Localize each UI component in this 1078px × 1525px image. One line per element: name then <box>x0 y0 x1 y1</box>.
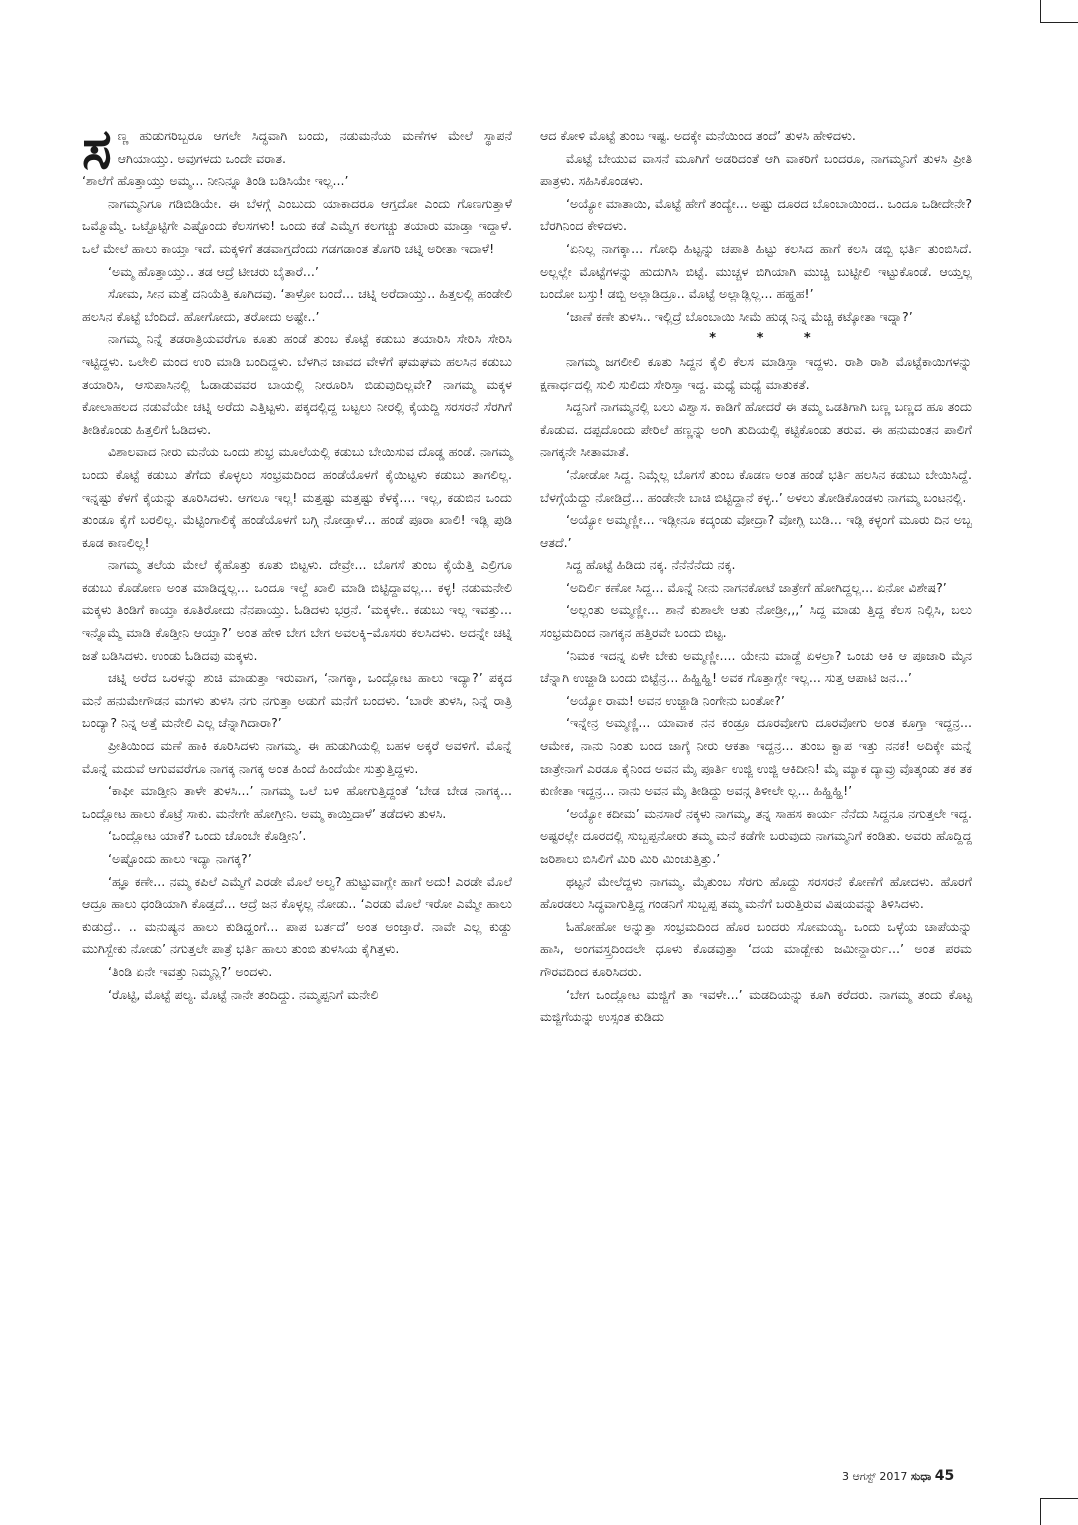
paragraph: ‘ಕಾಫೀ ಮಾಡ್ತೀನಿ ತಾಳೇ ತುಳಸಿ...’ ನಾಗಮ್ಮ ಒಲೆ ಬಳಿ ಹೋಗುತ್ತಿದ್ದಂತೆ ‘ಬೇಡ ಬೇಡ ನಾಗಕ್ಕ... ಒಂದ್ಲೋಟ ಹಾಲು ಕೊಟ್ರೆ ಸಾಕು. ಮನೇಗೇ ಹೋಗ್ತೀನಿ. ಅಮ್ಮ ಕಾಯ್ತಿದಾಳೆ’ ತಡೆದಳು ತುಳಸಿ. <box>82 783 512 821</box>
paragraph: ‘ಅಯ್ಯೋ ರಾಮ! ಅವನ ಉಜ್ಜಾಡಿ ನಿಂಗೇನು ಬಂತೋ?’ <box>566 692 785 708</box>
paragraph: ‘ನೋಡೋ ಸಿದ್ದ. ನಿಮ್ಗೆಲ್ಲ ಬೊಗಸೆ ತುಂಬ ಕೊಡಣ ಅಂತ ಹಂಡೆ ಭರ್ತಿ ಹಲಸಿನ ಕಡುಬು ಬೇಯಿಸಿದ್ದೆ. ಬೆಳಗ್ಗೆಯೆದ್ದು ನೋಡಿದ್ರೆ... ಹಂಡೇನೇ ಬಾಚಿ ಬಿಟ್ಟಿದ್ದಾನೆ ಕಳ್ಳ..’ ಅಳಲು ತೋಡಿಕೊಂಡಳು ನಾಗಮ್ಮ ಬಂಟನಲ್ಲಿ. <box>540 466 972 505</box>
paragraph: ಸಿದ್ದ ಹೊಟ್ಟೆ ಹಿಡಿದು ನಕ್ಕ. ನೆನೆನೆನೆದು ನಕ್ಕ. <box>566 557 736 573</box>
magazine-name: ಸುಧಾ <box>910 1470 932 1483</box>
paragraph: ‘ಹ್ಞೂ ಕಣೇ... ನಮ್ಮ ಕಪಿಲೆ ಎಮ್ಮೆಗೆ ಎರಡೇ ಮೊಲೆ ಅಲ್ವ? ಹುಟ್ಟುವಾಗ್ಲೇ ಹಾಗೆ ಅದು! ಎರಡೇ ಮೊಲೆ ಆದ್ರೂ ಹಾಲು ಧಂಡಿಯಾಗಿ ಕೊಡ್ತದೆ... ಆದ್ರೆ ಜನ ಕೊಳ್ಳಲ್ಲ ನೋಡು.. ‘ಎರಡು ಮೊಲೆ ಇರೋ ಎಮ್ಮೇ ಹಾಲು ಕುಡುದ್ರೆ.. .. ಮನುಷ್ಯನ ಹಾಲು ಕುಡಿದ್ಹಂಗೆ... ಪಾಪ ಬರ್ತದೆ’ ಅಂತ ಅಂಜ್ತಾರೆ. ನಾವೇ ಎಲ್ಲ ಕುಡ್ದು ಮುಗಿಸ್ಬೇಕು ನೋಡು’ ನಗುತ್ತಲೇ ಪಾತ್ರೆ ಭರ್ತಿ ಹಾಲು ತುಂಬಿ ತುಳಸಿಯ ಕೈಗಿತ್ತಳು. <box>82 873 512 957</box>
paragraph: ‘ಅಯ್ಯೋ ಮಾತಾಯಿ, ಮೊಟ್ಟೆ ಹೇಗೆ ತಂದ್ಯೇ... ಅಷ್ಟು ದೂರದ ಬೊಂಬಾಯಿಂದ.. ಒಂದೂ ಒಡೀದೇನೇ? ಬೆರಗಿನಿಂದ ಕೇಳಿದಳು. <box>540 195 972 234</box>
paragraph: ಪ್ರೀತಿಯಿಂದ ಮಣೆ ಹಾಕಿ ಕೂರಿಸಿದಳು ನಾಗಮ್ಮ. ಈ ಹುಡುಗಿಯಲ್ಲಿ ಬಹಳ ಅಕ್ಕರೆ ಅವಳಿಗೆ. ಮೊನ್ನೆ ಮೊನ್ನೆ ಮದುವೆ ಆಗುವವರೆಗೂ ನಾಗಕ್ಕ ನಾಗಕ್ಕ ಅಂತ ಹಿಂದೆ ಹಿಂದೆಯೇ ಸುತ್ತುತ್ತಿದ್ದಳು. <box>82 738 512 776</box>
paragraph: ಸಿದ್ದನಿಗೆ ನಾಗಮ್ಮನಲ್ಲಿ ಬಲು ವಿಶ್ವಾಸ. ಕಾಡಿಗೆ ಹೋದರೆ ಈ ತಮ್ಮ ಒಡತಿಗಾಗಿ ಬಣ್ಣ ಬಣ್ಣದ ಹೂ ತಂದು ಕೊಡುವ. ದಪ್ಪದೊಂದು ಪೇರಿಲೆ ಹಣ್ಣನ್ನು ಅಂಗಿ ತುದಿಯಲ್ಲಿ ಕಟ್ಟಿಕೊಂಡು ತರುವ. ಈ ಹನುಮಂತನ ಪಾಲಿಗೆ ನಾಗಕ್ಕನೇ ಸೀತಾಮಾತೆ. <box>540 399 972 460</box>
paragraph: ‘ಏನಿಲ್ಲ ನಾಗಕ್ಕಾ... ಗೋಧಿ ಹಿಟ್ಟನ್ನು ಚಪಾತಿ ಹಿಟ್ಟು ಕಲಸಿದ ಹಾಗೆ ಕಲಸಿ ಡಬ್ಬಿ ಭರ್ತಿ ತುಂಬಿಸಿದೆ. ಅಲ್ಲಲ್ಲೇ ಮೊಟ್ಟೆಗಳನ್ನು ಹುದುಗಿಸಿ ಬಿಟ್ಟೆ. ಮುಚ್ಚಳ ಬಿಗಿಯಾಗಿ ಮುಚ್ಚಿ ಬುಟ್ಟೀಲಿ ಇಟ್ಟುಕೊಂಡೆ. ಆಯ್ತಲ್ಲ ಬಂದೋ ಬಸ್ತು! ಡಬ್ಬಿ ಅಲ್ಲಾಡಿದ್ರೂ.. ಮೊಟ್ಟೆ ಅಲ್ಲಾಡ್ಲಿಲ್ಲ... ಹಹ್ಹಹ!’ <box>540 240 972 302</box>
issue-date: 3 ಆಗಸ್ಟ್ 2017 <box>842 1470 908 1483</box>
crop-mark-top-right-h <box>1040 22 1078 23</box>
paragraph: ಸೋಮ, ಸೀನ ಮತ್ತೆ ದನಿಯೆತ್ತಿ ಕೂಗಿದವು. ‘ತಾಳ್ರೋ ಬಂದೆ... ಚಟ್ನಿ ಅರೆದಾಯ್ತು.. ಹಿತ್ತಲಲ್ಲಿ ಹಂಡೇಲಿ ಹಲಸಿನ ಕೊಟ್ಟೆ ಬೆಂದಿದೆ. ಹೋಗೋದು, ತರೋದು ಅಷ್ಟೇ..’ <box>82 286 512 324</box>
paragraph: ‘ಬೇಗ ಒಂದ್ಲೋಟ ಮಜ್ಜಿಗೆ ತಾ ಇವಳೇ...’ ಮಡದಿಯನ್ನು ಕೂಗಿ ಕರೆದರು. ನಾಗಮ್ಮ ತಂದು ಕೊಟ್ಟ ಮಜ್ಜಿಗೆಯನ್ನು ಉಸ್ಸಂತ ಕುಡಿದು <box>540 986 972 1025</box>
crop-mark-bottom-right-h <box>1040 1498 1078 1499</box>
paragraph: ನಾಗಮ್ಮ ತಲೆಯ ಮೇಲೆ ಕೈಹೊತ್ತು ಕೂತು ಬಿಟ್ಟಳು. ದೇವ್ರೇ... ಬೊಗಸೆ ತುಂಬ ಕೈಯೆತ್ತಿ ಎಲ್ರಿಗೂ ಕಡುಬು ಕೊಡೋಣ ಅಂತ ಮಾಡಿದ್ನಲ್ಲ... ಒಂದೂ ಇಲ್ದೆ ಖಾಲಿ ಮಾಡಿ ಬಿಟ್ಟಿದ್ದಾವಲ್ಲ... ಕಳ್ಳ! ನಡುಮನೇಲಿ ಮಕ್ಕಳು ತಿಂಡಿಗೆ ಕಾಯ್ತಾ ಕೂತಿರೋದು ನೆನಪಾಯ್ತು. ಓಡಿದಳು ಭರ್ರನೆ. ‘ಮಕ್ಕಳೇ.. ಕಡುಬು ಇಲ್ಲ ಇವತ್ತು... ಇನ್ನೊಮ್ಮೆ ಮಾಡಿ ಕೊಡ್ತೀನಿ ಆಯ್ತಾ?’ ಅಂತ ಹೇಳಿ ಬೇಗ ಬೇಗ ಅವಲಕ್ಕಿ–ಮೊಸರು ಕಲಸಿದಳು. ಅದನ್ನೇ ಚಟ್ನಿ ಜತೆ ಬಡಿಸಿದಳು. ಉಂಡು ಓಡಿದವು ಮಕ್ಕಳು. <box>82 557 512 663</box>
page-number: 45 <box>934 1468 955 1484</box>
paragraph: ‘ಅಯ್ಯೋ ಅಮ್ಮಣ್ಣೀ... ಇಡ್ಲೀನೂ ಕದ್ಕಂಡು ವೋದ್ರಾ? ವೋಗ್ಲಿ ಬುಡಿ... ಇಡ್ಲಿ ಕಳ್ಳಂಗೆ ಮೂರು ದಿನ ಅಬ್ಬ ಆತದೆ.’ <box>540 512 972 550</box>
paragraph: ಥಟ್ಟನೆ ಮೇಲೆದ್ದಳು ನಾಗಮ್ಮ. ಮೈತುಂಬ ಸೆರಗು ಹೊದ್ದು ಸರಸರನೆ ಕೋಣೆಗೆ ಹೋದಳು. ಹೊರಗೆ ಹೊರಡಲು ಸಿದ್ಧವಾಗುತ್ತಿದ್ದ ಗಂಡನಿಗೆ ಸುಬ್ಬಪ್ಪ ತಮ್ಮ ಮನೆಗೆ ಬರುತ್ತಿರುವ ವಿಷಯವನ್ನು ತಿಳಿಸಿದಳು. <box>540 873 972 912</box>
right-column <box>540 125 972 1029</box>
paragraph: ‘ಜಾಣೆ ಕಣೇ ತುಳಸಿ.. ಇಲ್ಲಿದ್ರೆ ಬೊಂಬಾಯಿ ಸೀಮೆ ಹುಡ್ಗ ನಿನ್ನ ಮೆಚ್ಚಿ ಕಟ್ಕೋತಾ ಇದ್ನಾ?’ <box>566 308 913 324</box>
drop-cap: ಸ <box>82 116 112 182</box>
paragraph: ‘ಒಂದ್ಲೋಟ ಯಾಕೆ? ಒಂದು ಚೊಂಬೇ ಕೊಡ್ತೀನಿ’. <box>108 828 307 844</box>
paragraph: ಓಹೋಹೋ ಅನ್ನುತ್ತಾ ಸಂಭ್ರಮದಿಂದ ಹೊರ ಬಂದರು ಸೋಮಯ್ಯ. ಒಂದು ಒಳ್ಳೆಯ ಚಾಪೆಯನ್ನು ಹಾಸಿ, ಅಂಗವಸ್ತ್ರದಿಂದಲೇ ಧೂಳು ಕೊಡವುತ್ತಾ ‘ದಯ ಮಾಡ್ಬೇಕು ಜಮೀನ್ದಾರ್ರು...’ ಅಂತ ಪರಮ ಗೌರವದಿಂದ ಕೂರಿಸಿದರು. <box>540 918 972 979</box>
paragraph: ಚಟ್ನಿ ಅರೆದ ಒರಳನ್ನು ಶುಚಿ ಮಾಡುತ್ತಾ ಇರುವಾಗ, ‘ನಾಗಕ್ಕಾ, ಒಂದ್ಲೋಟ ಹಾಲು ಇದ್ಯಾ?’ ಪಕ್ಕದ ಮನೆ ಹನುಮೇಗೌಡನ ಮಗಳು ತುಳಸಿ ನಗು ನಗುತ್ತಾ ಅಡುಗೆ ಮನೆಗೆ ಬಂದಳು. ‘ಬಾರೇ ತುಳಸಿ, ನಿನ್ನೆ ರಾತ್ರಿ ಬಂದ್ಯಾ? ನಿನ್ನ ಅತ್ತೆ ಮನೇಲಿ ಎಲ್ಲ ಚೆನ್ನಾಗಿದಾರಾ?’ <box>82 670 512 731</box>
paragraph: ನಾಗಮ್ಮ ಜಗಲೀಲಿ ಕೂತು ಸಿದ್ದನ ಕೈಲಿ ಕೆಲಸ ಮಾಡಿಸ್ತಾ ಇದ್ದಳು. ರಾಶಿ ರಾಶಿ ಮೊಟ್ಟೆಕಾಯಿಗಳನ್ನು ಕ್ಷಣಾರ್ಧದಲ್ಲಿ ಸುಲಿ ಸುಲಿದು ಸೇರಿಸ್ತಾ ಇದ್ದ. ಮಧ್ಯೆ ಮಧ್ಯೆ ಮಾತುಕತೆ. <box>540 353 972 392</box>
paragraph: ‘ಅಲ್ಲಂತು ಅಮ್ಮಣ್ಣೀ... ಶಾನೆ ಕುಶಾಲೇ ಆತು ನೋಡ್ರೀ,,,’ ಸಿದ್ದ ಮಾಡು ತ್ತಿದ್ದ ಕೆಲಸ ನಿಲ್ಲಿಸಿ, ಬಲು ಸಂಭ್ರಮದಿಂದ ನಾಗಕ್ಕನ ಹತ್ತಿರವೇ ಬಂದು ಬಿಟ್ಟ. <box>540 602 972 641</box>
paragraph: ‘ನಿಮಕ ಇದನ್ನ ಏಳೇ ಬೇಕು ಅಮ್ಮಣ್ಣೀ.... ಯೇನು ಮಾಡ್ದೆ ಏಳಲ್ರಾ? ಒಂಚು ಆಕಿ ಆ ಪೂಜಾರಿ ಮೈನ ಚೆನ್ನಾಗಿ ಉಜ್ಜಾಡಿ ಬಂದು ಬಿಟ್ಟೆನ್ರ... ಹಿಹ್ಹಿಹ್ಹಿ! ಅವಕ ಗೊತ್ತಾಗ್ಲೇ ಇಲ್ಲ... ಸುತ್ತ ಆಪಾಟಿ ಜನ...’ <box>540 647 972 686</box>
paragraph: ನಾಗಮ್ಮನಿಗೂ ಗಡಿಬಿಡಿಯೇ. ಈ ಬೆಳಗ್ಗೆ ಎಂಬುದು ಯಾಕಾದರೂ ಆಗ್ತದೋ ಎಂದು ಗೊಣಗುತ್ತಾಳೆ ಒಮ್ಮೊಮ್ಮೆ. ಒಟ್ಟೊಟ್ಟಿಗೇ ಎಷ್ಟೊಂದು ಕೆಲಸಗಳು! ಒಂದು ಕಡೆ ಎಮ್ಮೆಗ ಕಲಗಚ್ಚು ತಯಾರು ಮಾಡ್ತಾ ಇದ್ದಾಳೆ. ಒಲೆ ಮೇಲೆ ಹಾಲು ಕಾಯ್ತಾ ಇದೆ. ಮಕ್ಕಳಿಗೆ ತಡವಾಗ್ತದೆಂದು ಗಡಗಡಾಂತ ತೊಗರಿ ಚಟ್ನಿ ಅರೀತಾ ಇದಾಳೆ! <box>82 195 512 256</box>
paragraph: ‘ಅಯ್ಯೋ ಕದೀಮ’ ಮನಸಾರೆ ನಕ್ಕಳು ನಾಗಮ್ಮ, ತನ್ನ ಸಾಹಸ ಕಾರ್ಯ ನೆನೆದು ಸಿದ್ದನೂ ನಗುತ್ತಲೇ ಇದ್ದ. ಅಷ್ಟರಲ್ಲೇ ದೂರದಲ್ಲಿ ಸುಬ್ಬಪ್ಪನೋರು ತಮ್ಮ ಮನೆ ಕಡೆಗೇ ಬರುವುದು ನಾಗಮ್ಮನಿಗೆ ಕಂಡಿತು. ಅವರು ಹೊದ್ದಿದ್ದ ಜರಿಶಾಲು ಬಿಸಿಲಿಗೆ ಮಿರಿ ಮಿರಿ ಮಿಂಚುತ್ತಿತ್ತು.’ <box>540 805 972 866</box>
paragraph: ಆದ ಕೋಳಿ ಮೊಟ್ಟೆ ತುಂಬ ಇಷ್ಟ. ಅದಕ್ಕೇ ಮನೆಯಿಂದ ತಂದೆ’ ತುಳಸಿ ಹೇಳಿದಳು. <box>540 128 856 143</box>
paragraph: ‘ಇನ್ನೇನ್ರ ಅಮ್ಮಣ್ಣಿ... ಯಾವಾಕ ನನ ಕಂಡ್ರೂ ದೂರವೋಗು ದೂರವೋಗು ಅಂತ ಕೂಗ್ತಾ ಇದ್ದನ್ರ... ಆಮೇಕ, ನಾನು ನಿಂತು ಬಂದ ಜಾಗ್ಕೆ ನೀರು ಆಕತಾ ಇದ್ದನ್ರ... ತುಂಬ ಕ್ವಾಪ ಇತ್ತು ನನಕ! ಅದಿಕ್ಕೇ ಮನ್ನೆ ಜಾತ್ರೇನಾಗೆ ಎರಡೂ ಕೈನಿಂದ ಅವನ ಮೈ ಪೂರ್ತಿ ಉಜ್ಜಿ ಉಜ್ಜಿ ಆಕಿದೀನಿ! ಮೈ ಮ್ಯಾಕ ದ್ಯಾವ್ರು ವೊತ್ಕಂಡು ತಕ ತಕ ಕುಣೀತಾ ಇದ್ದನ್ರ... ನಾನು ಅವನ ಮೈ ತೀಡಿದ್ದು ಅವನ್ಗ ತಿಳೀಲೇ ಲ್ಲ... ಹಿಹ್ಹಿಹ್ಹಿ!’ <box>540 715 972 799</box>
crop-mark-top-right-v <box>1040 0 1041 22</box>
paragraph: ‘ರೊಟ್ಟಿ, ಮೊಟ್ಟೆ ಪಲ್ಯ. ಮೊಟ್ಟೆ ನಾನೇ ತಂದಿದ್ದು. ನಮ್ಮಪ್ಪನಿಗೆ ಮನೇಲಿ <box>108 986 379 1002</box>
paragraph: ‘ಅದಿರ್ಲಿ ಕಣೋ ಸಿದ್ದ... ಮೊನ್ನೆ ನೀನು ನಾಗನಕೋಟೆ ಜಾತ್ರೇಗೆ ಹೋಗಿದ್ದಲ್ಲ... ಏನೋ ವಿಶೇಷ?’ <box>566 579 947 595</box>
section-separator: * * * <box>709 331 829 347</box>
page-folio <box>842 1468 954 1484</box>
paragraph: ‘ಅಮ್ಮ ಹೊತ್ತಾಯ್ತು.. ತಡ ಆದ್ರೆ ಟೀಚರು ಬೈತಾರೆ...’ <box>108 263 319 279</box>
opening-paragraph: ಸಣ್ಣ ಹುಡುಗರಿಬ್ಬರೂ ಆಗಲೇ ಸಿದ್ಧವಾಗಿ ಬಂದು, ನಡುಮನೆಯ ಮಣೆಗಳ ಮೇಲೆ ಸ್ಥಾಪನೆ ಆಗಿಯಾಯ್ತು. ಅವುಗಳದು ಒಂದೇ ವರಾತ. <box>82 116 512 182</box>
paragraph: ಮೊಟ್ಟೆ ಬೇಯುವ ವಾಸನೆ ಮೂಗಿಗೆ ಅಡರಿದಂತೆ ಆಗಿ ವಾಕರಿಗೆ ಬಂದರೂ, ನಾಗಮ್ಮನಿಗೆ ತುಳಸಿ ಪ್ರೀತಿ ಪಾತ್ರಳು. ಸಹಿಸಿಕೊಂಡಳು. <box>540 150 972 189</box>
paragraph: ‘ಶಾಲೆಗೆ ಹೊತ್ತಾಯ್ತು ಅಮ್ಮ... ನೀನಿನ್ನೂ ತಿಂಡಿ ಬಡಿಸಿಯೇ ಇಲ್ಲ...’ <box>82 173 349 189</box>
paragraph: ‘ಅಷ್ಟೊಂದು ಹಾಲು ಇದ್ಯಾ ನಾಗಕ್ಕ?’ <box>108 851 252 866</box>
crop-mark-bottom-right-v <box>1040 1498 1041 1525</box>
paragraph: ವಿಶಾಲವಾದ ನೀರು ಮನೆಯ ಒಂದು ಶುಭ್ರ ಮೂಲೆಯಲ್ಲಿ ಕಡುಬು ಬೇಯಿಸುವ ದೊಡ್ಡ ಹಂಡೆ. ನಾಗಮ್ಮ ಬಂದು ಕೊಟ್ಟೆ ಕಡುಬು ತೆಗೆದು ಕೊಳ್ಳಲು ಸಂಭ್ರಮದಿಂದ ಹಂಡೆಯೊಳಗೆ ಕೈಯಿಟ್ಟಳು ಕಡುಬು ತಾಗಲಿಲ್ಲ. ಇನ್ನಷ್ಟು ಕೆಳಗೆ ಕೈಯನ್ನು ತೂರಿಸಿದಳು. ಆಗಲೂ ಇಲ್ಲ! ಮತ್ತಷ್ಟು ಮತ್ತಷ್ಟು ಕೆಳಕ್ಕೆ.... ಇಲ್ಲ, ಕಡುಬಿನ ಒಂದು ತುಂಡೂ ಕೈಗೆ ಬರಲಿಲ್ಲ. ಮೆಟ್ಟಿಂಗಾಲಿಕ್ಕೆ ಹಂಡೆಯೊಳಗೆ ಬಗ್ಗಿ ನೋಡ್ತಾಳೆ... ಹಂಡೆ ಪೂರಾ ಖಾಲಿ! ಇಡ್ಲಿ ಪುಡಿ ಕೂಡ ಕಾಣಲಿಲ್ಲ! <box>82 444 512 550</box>
left-column <box>82 116 512 1006</box>
paragraph: ‘ತಿಂಡಿ ಏನೇ ಇವತ್ತು ನಿಮ್ಮನ್ಲಿ?’ ಅಂದಳು. <box>108 963 273 979</box>
paragraph: ನಾಗಮ್ಮ ನಿನ್ನೆ ತಡರಾತ್ರಿಯವರೆಗೂ ಕೂತು ಹಂಡೆ ತುಂಬ ಕೊಟ್ಟೆ ಕಡುಬು ತಯಾರಿಸಿ ಸೇರಿಸಿ ಸೇರಿಸಿ ಇಟ್ಟಿದ್ದಳು. ಒಲೇಲಿ ಮಂದ ಉರಿ ಮಾಡಿ ಬಂದಿದ್ದಳು. ಬೆಳಗಿನ ಜಾವದ ವೇಳೆಗೆ ಘಮಘಮ ಹಲಸಿನ ಕಡುಬು ತಯಾರಿಸಿ, ಆಸುಪಾಸಿನಲ್ಲಿ ಓಡಾಡುವವರ ಬಾಯಲ್ಲಿ ನೀರೂರಿಸಿ ಬಿಡುವುದಿಲ್ಲವೇ? ನಾಗಮ್ಮ ಮಕ್ಕಳ ಕೋಲಾಹಲದ ನಡುವೆಯೇ ಚಟ್ನಿ ಅರೆದು ಎತ್ತಿಟ್ಟಳು. ಪಕ್ಕದಲ್ಲಿದ್ದ ಬಟ್ಟಲು ನೀರಲ್ಲಿ ಕೈಯದ್ದಿ ಸರಸರನೆ ಸೆರಗಿಗೆ ತೀಡಿಕೊಂಡು ಹಿತ್ತಲಿಗೆ ಓಡಿದಳು. <box>82 331 512 437</box>
